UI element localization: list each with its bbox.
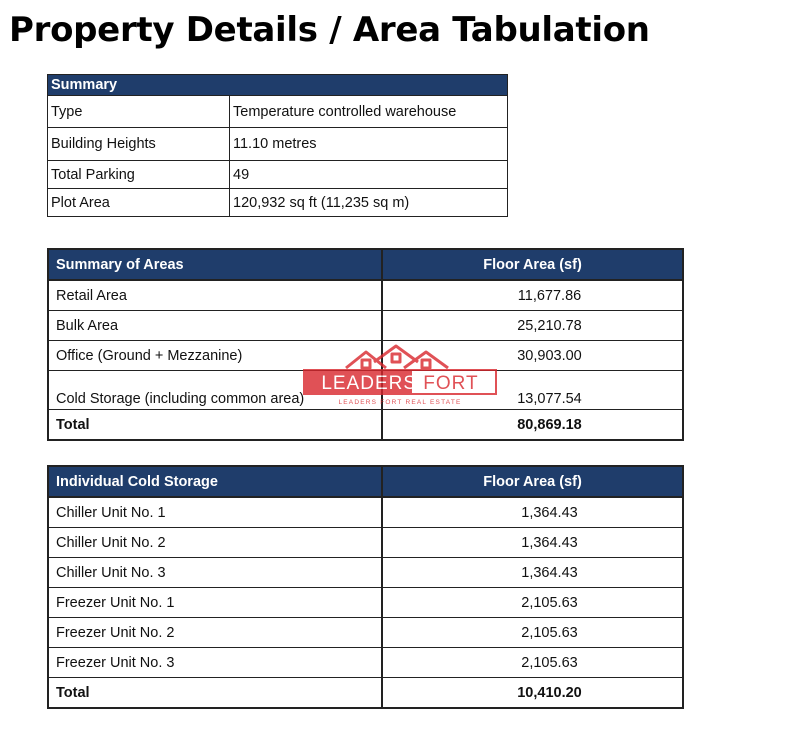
unit-value: 1,364.43 [382, 528, 683, 558]
total-row [48, 678, 683, 709]
area-value: 11,677.86 [382, 280, 683, 311]
summary-value: 49 [230, 161, 508, 189]
table-row [48, 588, 683, 618]
area-label: Bulk Area [48, 311, 382, 341]
table-row [48, 128, 508, 161]
unit-value: 2,105.63 [382, 618, 683, 648]
total-label: Total [48, 410, 382, 441]
area-label: Retail Area [48, 280, 382, 311]
total-value: 10,410.20 [382, 678, 683, 709]
summary-label: Type [48, 96, 230, 128]
summary-header: Summary [48, 75, 508, 96]
unit-value: 2,105.63 [382, 588, 683, 618]
svg-text:LEADERS FORT: LEADERS FORT [321, 373, 479, 394]
area-label: Cold Storage (including common area) [48, 371, 382, 410]
table-row [48, 558, 683, 588]
column-header: Summary of Areas [48, 249, 382, 280]
area-value: 25,210.78 [382, 311, 683, 341]
area-value: 13,077.54 [382, 371, 683, 410]
area-value: 30,903.00 [382, 341, 683, 371]
column-header: Floor Area (sf) [382, 249, 683, 280]
unit-value: 1,364.43 [382, 497, 683, 528]
summary-label: Plot Area [48, 189, 230, 217]
unit-label: Chiller Unit No. 1 [48, 497, 382, 528]
table-row [48, 528, 683, 558]
cold-storage-table [47, 465, 684, 709]
table-row [48, 648, 683, 678]
page-title: Property Details / Area Tabulation [9, 10, 650, 50]
column-header: Floor Area (sf) [382, 466, 683, 497]
unit-label: Freezer Unit No. 3 [48, 648, 382, 678]
unit-label: Freezer Unit No. 2 [48, 618, 382, 648]
unit-label: Chiller Unit No. 3 [48, 558, 382, 588]
unit-label: Chiller Unit No. 2 [48, 528, 382, 558]
table-row [48, 311, 683, 341]
svg-text:LEADERS FORT REAL ESTATE: LEADERS FORT REAL ESTATE [338, 399, 462, 406]
table-row [48, 618, 683, 648]
table-row [48, 497, 683, 528]
summary-value: Temperature controlled warehouse [230, 96, 508, 128]
total-value: 80,869.18 [382, 410, 683, 441]
table-row [48, 96, 508, 128]
leaders-fort-watermark-logo [300, 340, 500, 408]
unit-value: 2,105.63 [382, 648, 683, 678]
summary-value: 11.10 metres [230, 128, 508, 161]
summary-label: Building Heights [48, 128, 230, 161]
unit-label: Freezer Unit No. 1 [48, 588, 382, 618]
table-row [48, 280, 683, 311]
total-label: Total [48, 678, 382, 709]
column-header: Individual Cold Storage [48, 466, 382, 497]
table-row [48, 189, 508, 217]
area-label: Office (Ground + Mezzanine) [48, 341, 382, 371]
summary-value: 120,932 sq ft (11,235 sq m) [230, 189, 508, 217]
summary-table [47, 74, 508, 217]
summary-label: Total Parking [48, 161, 230, 189]
total-row [48, 410, 683, 441]
table-row [48, 161, 508, 189]
unit-value: 1,364.43 [382, 558, 683, 588]
